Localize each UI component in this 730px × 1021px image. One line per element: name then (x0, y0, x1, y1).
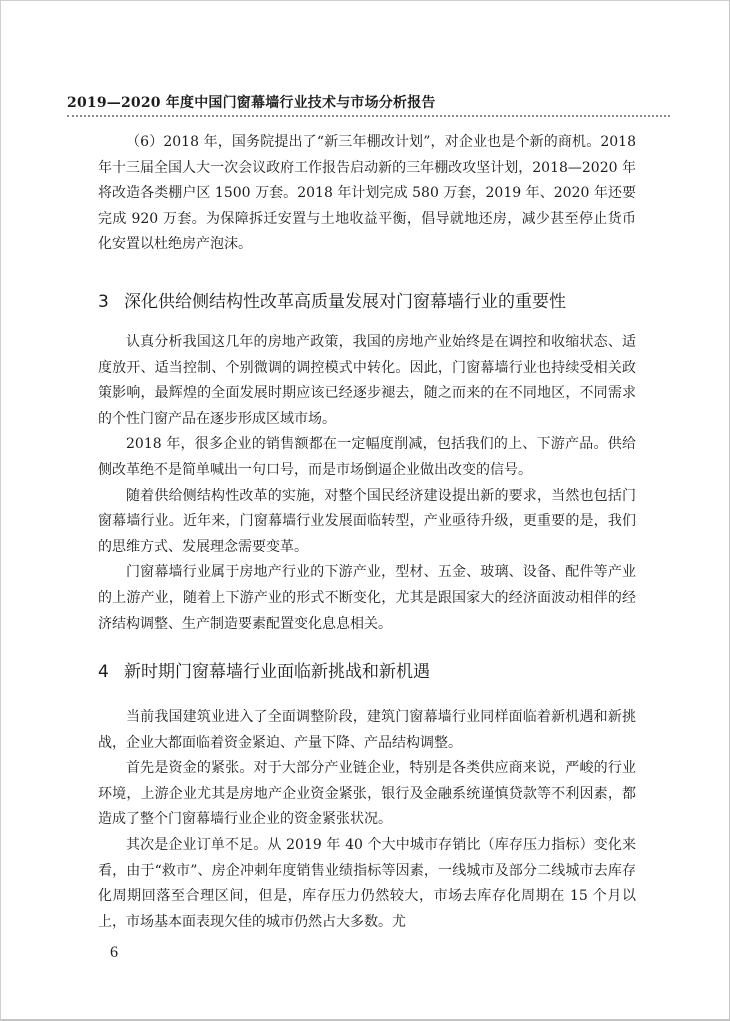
intro-text-block (98, 130, 636, 258)
section-4-body (98, 705, 636, 935)
paragraph: 认真分析我国这几年的房地产政策，我国的房地产业始终是在调控和收缩状态、适度放开、适当控制、个别微调的调控模式中转化。因此，门窗幕墙行业也持续受相关政策影响，最辉煌的全面发展时期应该已经逐步褪去，随之而来的在不同地区，不同需求的个性门窗产品在逐步形成区域市场。 (98, 334, 636, 427)
paragraph: 2018 年，很多企业的销售额都在一定幅度削减，包括我们的上、下游产品。供给侧改革绝不是简单喊出一句口号，而是市场倒逼企业做出改变的信号。 (98, 436, 636, 478)
section-3-heading (98, 287, 658, 312)
running-header: 2019—2020 年度中国门窗幕墙行业技术与市场分析报告 (67, 95, 436, 111)
paragraph: 当前我国建筑业进入了全面调整阶段，建筑门窗幕墙行业同样面临着新机遇和新挑战，企业大都面临着资金紧迫、产量下降、产品结构调整。 (98, 709, 636, 751)
section-3-number: 3 (98, 292, 109, 312)
header-rule (67, 115, 670, 117)
paragraph: 随着供给侧结构性改革的实施，对整个国民经济建设提出新的要求，当然也包括门窗幕墙行业。近年来，门窗幕墙行业发展面临转型，产业亟待升级，更重要的是，我们的思维方式、发展理念需要变革。 (98, 487, 636, 555)
paragraph: 首先是资金的紧张。对于大部分产业链企业，特别是各类供应商来说，严峻的行业环境，上游企业尤其是房地产企业资金紧张，银行及金融系统谨慎贷款等不利因素，都造成了整个门窗幕墙行业企业的资金紧张状况。 (98, 760, 636, 828)
section-4-title: 新时期门窗幕墙行业面临新挑战和新机遇 (124, 662, 430, 682)
section-4-number: 4 (98, 662, 109, 682)
section-3-title: 深化供给侧结构性改革高质量发展对门窗幕墙行业的重要性 (124, 292, 566, 312)
section-3-body (98, 330, 636, 637)
paragraph: 其次是企业订单不足。从 2019 年 40 个大中城市存销比（库存压力指标）变化来看，由于“救市”、房企冲刺年度销售业绩指标等因素，一线城市及部分二线城市去库存化周期回落至合理区间，但是，库存压力仍然较大，市场去库存化周期在 15 个月以上，市场基本面表现欠佳的城市仍然占大多数。尤 (98, 836, 636, 930)
page-number: 6 (110, 944, 118, 961)
paragraph: 门窗幕墙行业属于房地产行业的下游产业，型材、五金、玻璃、设备、配件等产业的上游产业，随着上下游产业的形式不断变化，尤其是跟国家大的经济面波动相伴的经济结构调整、生产制造要素配置变化息息相关。 (98, 564, 636, 632)
section-4-heading (98, 657, 658, 682)
paragraph: （6）2018 年，国务院提出了“新三年棚改计划”，对企业也是个新的商机。2018 年十三届全国人大一次会议政府工作报告启动新的三年棚改攻坚计划，2018—2020 年将改造各类棚户区 1500 万套。2018 年计划完成 580 万套，2019 年、2020 年还要完成 920 万套。为保障拆迁安置与土地收益平衡，倡导就地还房，减少甚至停止货币化安置以杜绝房产泡沫。 (98, 134, 636, 253)
